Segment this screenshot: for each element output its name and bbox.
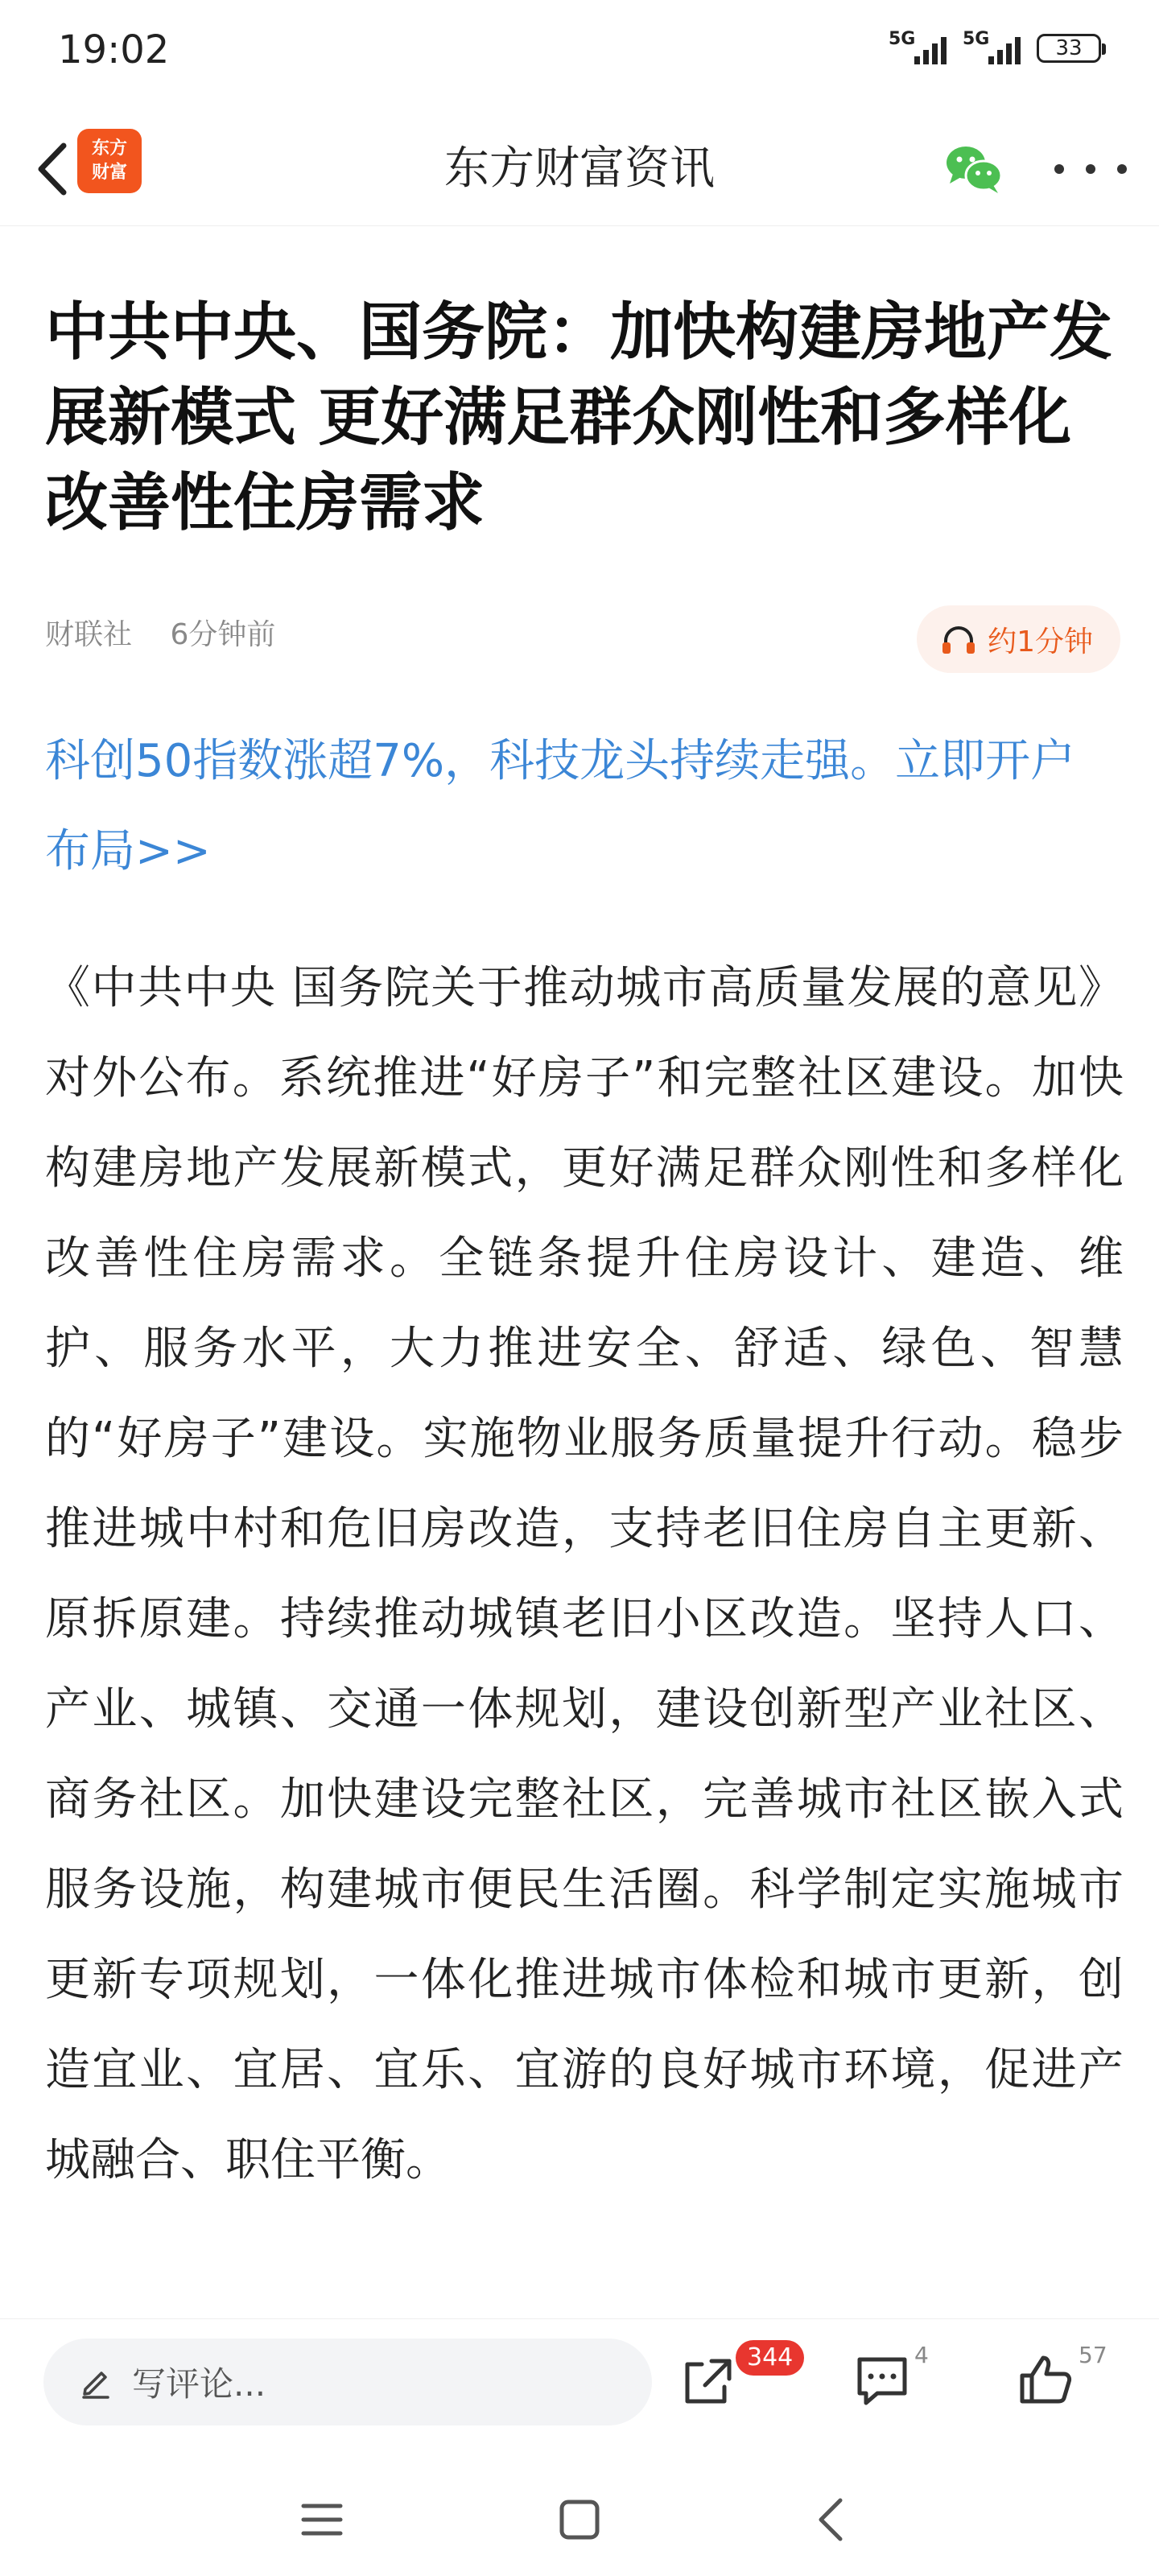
comment-count: 4: [914, 2342, 929, 2368]
logo-line2: 财富: [91, 163, 127, 183]
signal-icon: [889, 29, 947, 64]
comments-button[interactable]: [853, 2342, 929, 2424]
comment-icon: [853, 2351, 911, 2409]
share-button[interactable]: [679, 2343, 794, 2424]
article-body: 《中共中央 国务院关于推动城市高质量发展的意见》对外公布。系统推进“好房子”和完整社区建设。加快构建房地产发展新模式，更好满足群众刚性和多样化改善性住房需求。全链条提升住房设计、建造、维护、服务水平，大力推进安全、舒适、绿色、智慧的“好房子”建设。实施物业服务质量提升行动。稳步推进城中村和危旧房改造，支持老旧住房自主更新、原拆原建。持续推动城镇老旧小区改造。坚持人口、产业、城镇、交通一体规划，建设创新型产业社区、商务社区。加快建设完整社区，完善城市社区嵌入式服务设施，构建城市便民生活圈。科学制定实施城市更新专项规划，一体化推进城市体检和城市更新，创造宜业、宜居、宜乐、宜游的良好城市环境，促进产城融合、职住平衡。: [45, 962, 1124, 2186]
promo-link[interactable]: 科创50指数涨超7%，科技龙头持续走强。立即开户布局>>: [45, 735, 1076, 877]
home-icon: [559, 2499, 600, 2541]
signal-icon-2: [963, 29, 1021, 64]
article-title: 中共中央、国务院：加快构建房地产发展新模式 更好满足群众刚性和多样化改善性住房需求: [45, 296, 1113, 539]
wechat-share-button[interactable]: [942, 137, 1006, 201]
menu-button[interactable]: [290, 2487, 354, 2552]
signal-label-2: 5G: [963, 29, 990, 49]
like-count: 57: [1079, 2342, 1107, 2368]
more-button[interactable]: [1054, 145, 1127, 193]
menu-icon: [300, 2501, 344, 2538]
article-time: 6分钟前: [170, 618, 276, 651]
system-back-button[interactable]: [798, 2487, 863, 2552]
more-icon: [1054, 164, 1064, 174]
nav-bar: [0, 113, 1159, 226]
status-bar: [0, 0, 1159, 105]
listen-button[interactable]: [917, 605, 1120, 673]
app-logo: [77, 129, 142, 193]
logo-line1: 东方: [91, 138, 127, 159]
signal-label: 5G: [889, 29, 916, 49]
comment-bar: [0, 2318, 1159, 2448]
like-icon: [1017, 2351, 1075, 2409]
comment-placeholder: 写评论...: [132, 2364, 266, 2404]
back-triangle-icon: [815, 2497, 847, 2542]
wechat-icon: [942, 137, 1006, 201]
status-icons: [889, 29, 1101, 64]
status-time: 19:02: [58, 27, 170, 72]
share-count-badge: 344: [736, 2340, 804, 2376]
like-button[interactable]: [1017, 2342, 1107, 2424]
battery-level: 33: [1055, 36, 1083, 60]
headphones-icon: [941, 623, 976, 655]
comment-input[interactable]: [43, 2339, 652, 2425]
system-nav-bar: [0, 2455, 1159, 2576]
article-meta: [45, 612, 304, 653]
share-icon: [679, 2351, 737, 2409]
home-button[interactable]: [547, 2487, 612, 2552]
back-arrow-icon: [35, 141, 70, 197]
page-title: 东方财富资讯: [444, 142, 715, 195]
back-button[interactable]: [24, 137, 80, 201]
article-source: 财联社: [45, 618, 133, 651]
listen-duration: 约1分钟: [988, 625, 1093, 658]
pencil-icon: [79, 2365, 113, 2399]
battery-icon: [1037, 34, 1101, 63]
